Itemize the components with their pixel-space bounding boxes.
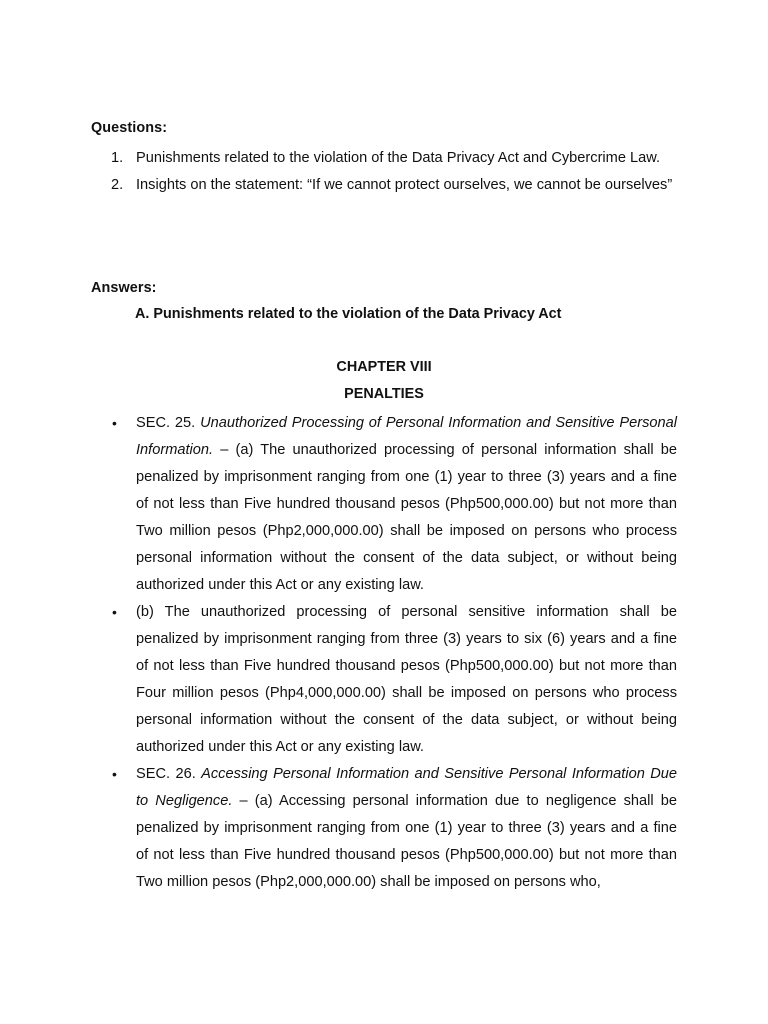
answer-subheading: A. Punishments related to the violation of the Data Privacy Act	[135, 306, 562, 322]
section-number: SEC. 26.	[136, 766, 196, 782]
section-body: (b) The unauthorized processing of personal sensitive information shall be penalized by imprisonment ranging from three (3) years to six (6) years and a fine of not less than Five hundred thousand pesos (Php500,000.00) but not more than Four million pesos (Php4,000,000.00) shall be imposed on persons who process personal information without the consent of the data subject, or without being authorized under this Act or any existing law.	[136, 604, 677, 755]
section-title: Unauthorized Processing of Personal Information and Sensitive Personal Information.	[136, 415, 677, 458]
bullet-icon: •	[112, 766, 117, 782]
penalty-text	[136, 410, 677, 599]
answers-heading: Answers:	[91, 280, 157, 296]
section-title: Accessing Personal Information and Sensitive Personal Information Due to Negligence.	[136, 766, 677, 809]
question-item	[0, 145, 768, 172]
section-body: – (a) Accessing personal information due to negligence shall be penalized by imprisonment ranging from one (1) year to three (3) years and a fine of not less than Five hundred thousand pesos (Php500,000.00) but not more than Two million pesos (Php2,000,000.00) shall be imposed on persons who,	[136, 793, 677, 890]
penalty-text	[136, 599, 677, 761]
chapter-number: CHAPTER VIII	[336, 359, 432, 375]
bullet-icon: •	[112, 604, 117, 620]
chapter-title: PENALTIES	[344, 386, 424, 402]
question-text: Punishments related to the violation of the Data Privacy Act and Cybercrime Law.	[136, 150, 661, 166]
question-number: 1.	[111, 150, 124, 166]
question-text: Insights on the statement: “If we cannot protect ourselves, we cannot be ourselves”	[136, 177, 673, 193]
penalties-list	[0, 410, 768, 896]
penalty-item	[0, 761, 768, 896]
penalty-item	[0, 410, 768, 599]
questions-list	[0, 145, 768, 199]
question-item	[0, 172, 768, 199]
penalty-text	[136, 761, 677, 896]
section-body: – (a) The unauthorized processing of personal information shall be penalized by imprisonment ranging from one (1) year to three (3) years and a fine of not less than Five hundred thousand pesos (Php500,000.00) but not more than Two million pesos (Php2,000,000.00) shall be imposed on persons who process personal information without the consent of the data subject, or without being authorized under this Act or any existing law.	[136, 442, 677, 593]
question-number: 2.	[111, 177, 124, 193]
bullet-icon: •	[112, 415, 117, 431]
penalty-item	[0, 599, 768, 761]
section-number: SEC. 25.	[136, 415, 196, 431]
questions-heading: Questions:	[91, 120, 168, 136]
